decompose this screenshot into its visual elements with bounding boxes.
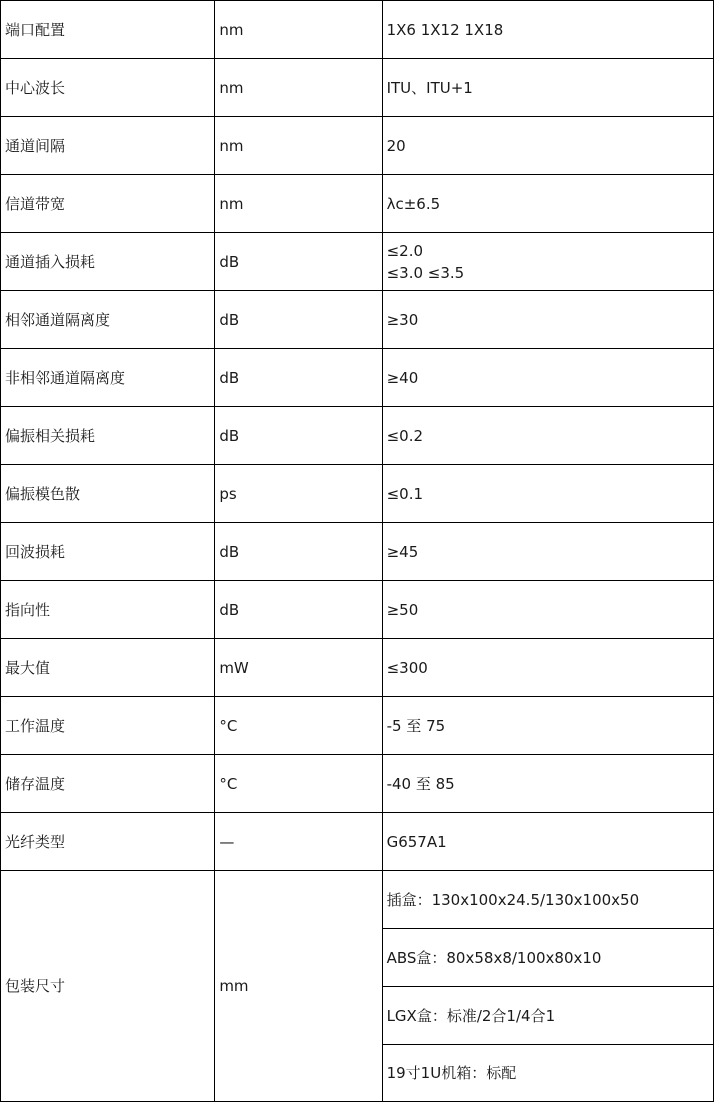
param-cell: 信道带宽 xyxy=(1,175,215,233)
param-cell: 偏振模色散 xyxy=(1,465,215,523)
unit-cell: dB xyxy=(215,349,382,407)
unit-cell: mm xyxy=(215,871,382,1102)
table-row xyxy=(1,871,714,929)
param-cell: 通道间隔 xyxy=(1,117,215,175)
value-line: ≤3.0 ≤3.5 xyxy=(386,263,465,282)
value-cell: ≥40 xyxy=(382,349,713,407)
unit-cell: dB xyxy=(215,233,382,291)
unit-cell: ps xyxy=(215,465,382,523)
table-row xyxy=(1,639,714,697)
table-row xyxy=(1,59,714,117)
value-cell: 20 xyxy=(382,117,713,175)
param-cell: 指向性 xyxy=(1,581,215,639)
param-cell: 中心波长 xyxy=(1,59,215,117)
unit-cell: dB xyxy=(215,291,382,349)
unit-cell: dB xyxy=(215,407,382,465)
value-cell: ≤300 xyxy=(382,639,713,697)
packaging-option-cell: 19寸1U机箱：标配 xyxy=(382,1045,713,1102)
packaging-option-cell: LGX盒：标准/2合1/4合1 xyxy=(382,987,713,1045)
param-cell: 光纤类型 xyxy=(1,813,215,871)
param-cell: 通道插入损耗 xyxy=(1,233,215,291)
packaging-option-cell: ABS盒：80x58x8/100x80x10 xyxy=(382,929,713,987)
unit-cell: dB xyxy=(215,581,382,639)
value-cell: ≥30 xyxy=(382,291,713,349)
packaging-option-cell: 插盒：130x100x24.5/130x100x50 xyxy=(382,871,713,929)
table-row xyxy=(1,465,714,523)
unit-cell: nm xyxy=(215,1,382,59)
value-cell: G657A1 xyxy=(382,813,713,871)
param-cell: 回波损耗 xyxy=(1,523,215,581)
value-cell: ITU、ITU+1 xyxy=(382,59,713,117)
table-row xyxy=(1,233,714,291)
value-cell: ≤0.1 xyxy=(382,465,713,523)
unit-cell: dB xyxy=(215,523,382,581)
value-cell: ≥50 xyxy=(382,581,713,639)
param-cell: 储存温度 xyxy=(1,755,215,813)
unit-cell: °C xyxy=(215,755,382,813)
value-cell: -40 至 85 xyxy=(382,755,713,813)
value-cell xyxy=(382,233,713,291)
table-row xyxy=(1,697,714,755)
table-row xyxy=(1,175,714,233)
value-cell: λc±6.5 xyxy=(382,175,713,233)
param-cell: 最大值 xyxy=(1,639,215,697)
table-row xyxy=(1,581,714,639)
param-cell: 偏振相关损耗 xyxy=(1,407,215,465)
param-cell: 工作温度 xyxy=(1,697,215,755)
unit-cell: nm xyxy=(215,117,382,175)
table-row xyxy=(1,813,714,871)
param-cell: 端口配置 xyxy=(1,1,215,59)
value-cell: -5 至 75 xyxy=(382,697,713,755)
unit-cell: mW xyxy=(215,639,382,697)
unit-cell: nm xyxy=(215,59,382,117)
value-cell: 1X6 1X12 1X18 xyxy=(382,1,713,59)
table-row xyxy=(1,407,714,465)
table-row xyxy=(1,1,714,59)
table-row xyxy=(1,755,714,813)
param-cell: 相邻通道隔离度 xyxy=(1,291,215,349)
table-row xyxy=(1,291,714,349)
table-row xyxy=(1,349,714,407)
value-cell: ≤0.2 xyxy=(382,407,713,465)
table-row xyxy=(1,117,714,175)
param-cell: 非相邻通道隔离度 xyxy=(1,349,215,407)
value-line: ≤2.0 xyxy=(386,241,424,260)
value-cell: ≥45 xyxy=(382,523,713,581)
unit-cell: — xyxy=(215,813,382,871)
table-row xyxy=(1,523,714,581)
unit-cell: nm xyxy=(215,175,382,233)
unit-cell: °C xyxy=(215,697,382,755)
param-cell: 包装尺寸 xyxy=(1,871,215,1102)
